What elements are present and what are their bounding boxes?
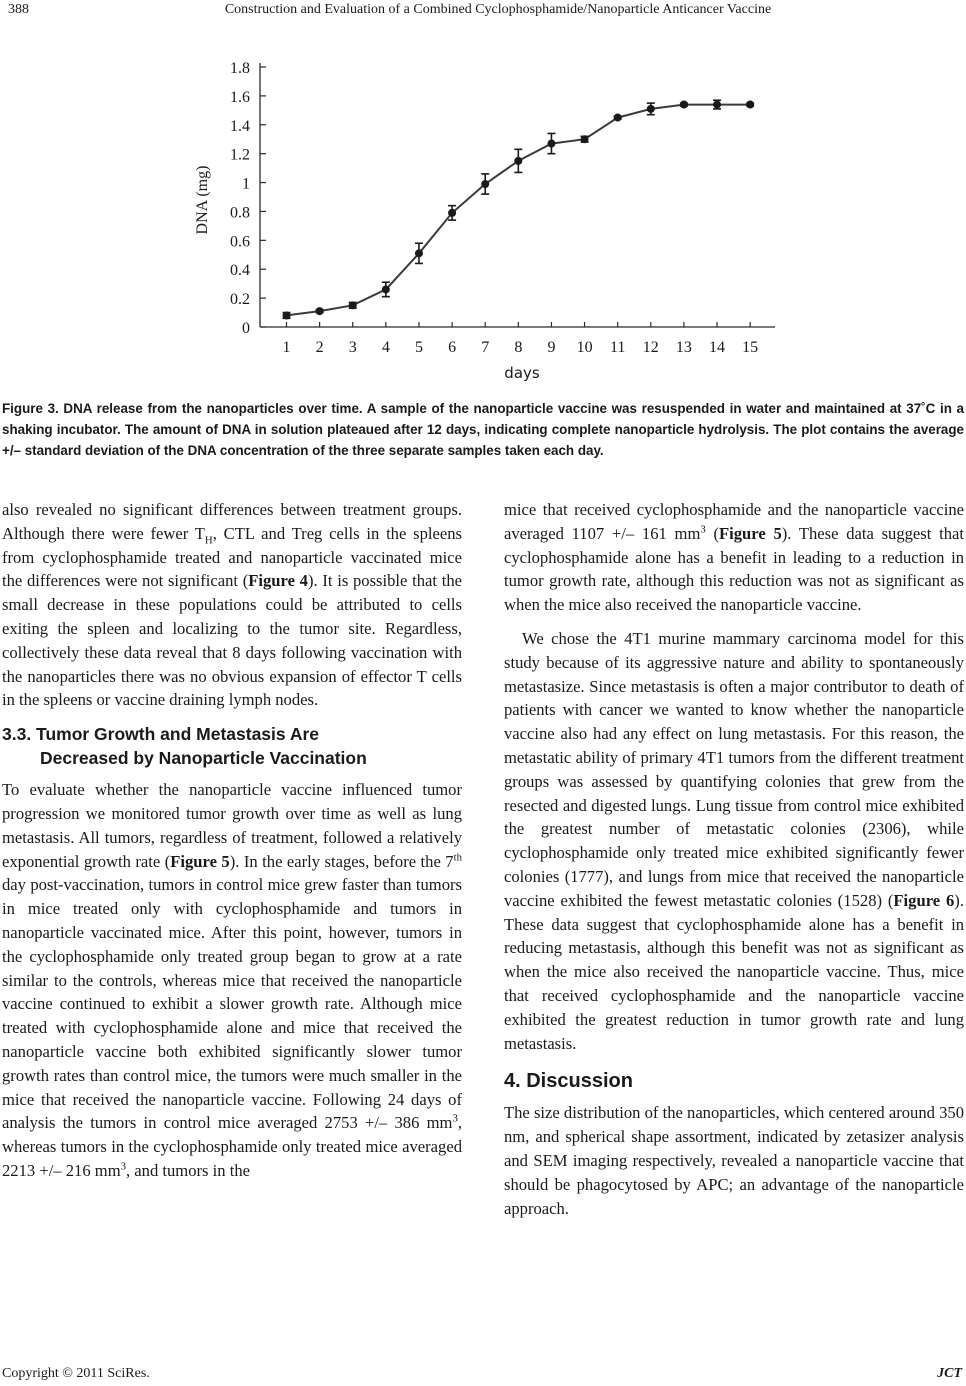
y-tick-label: 1.2: [230, 146, 250, 164]
figure-caption: Figure 3. DNA release from the nanoparticles over time. A sample of the nanoparticle vaccine was resuspended in water and maintained at 37˚C in a shaking incubator. The amount of DNA in solution plateaued after 12 days, indicating complete nanoparticle hydrolysis. The plot contains the average +/– standard deviation of the DNA concentration of the three separate samples taken each day.: [2, 401, 964, 458]
journal-abbrev: JCT: [937, 1366, 962, 1381]
data-point: [647, 105, 655, 113]
x-tick-label: 14: [709, 339, 726, 356]
y-tick-label: 1.8: [230, 60, 250, 77]
x-tick-label: 2: [315, 339, 324, 356]
data-point: [349, 301, 357, 309]
y-tick-label: 0: [242, 320, 250, 337]
right-column: [504, 498, 964, 1220]
paragraph: also revealed no significant differences between treatment groups. Although there were fewer $T_H$, CTL and Treg cells in the spleens from cyclophosphamide treated and nanoparticle vaccinated mice the differences were not significant (Figure 4). It is possible that the small decrease in these populations could be attributed to cells exiting the spleen and localizing to the tumor site. Regardless, collectively these data reveal that 8 days following vaccination with the nanoparticles there was no obvious expansion of effector T cells in the spleens or vaccine draining lymph nodes.: [2, 500, 462, 710]
data-point: [614, 114, 622, 122]
x-tick-label: 11: [609, 339, 626, 356]
x-tick-label: 4: [381, 339, 390, 356]
page-number: 388: [8, 2, 29, 17]
data-point: [316, 307, 324, 315]
y-tick-label: 0.4: [230, 262, 250, 280]
data-point: [680, 101, 688, 109]
y-tick-label: 1.4: [230, 117, 250, 135]
data-point: [481, 180, 489, 188]
x-tick-label: 15: [742, 339, 759, 356]
figure-reference: Figure 6: [893, 890, 955, 910]
x-tick-label: 7: [481, 339, 490, 356]
x-tick-label: 3: [348, 339, 357, 356]
y-tick-label: 0.6: [230, 233, 250, 251]
paragraph: To evaluate whether the nanoparticle vaccine influenced tumor progression we monitored tumor growth over time as well as lung metastasis. All tumors, regardless of treatment, followed a relatively exponential growth rate (Figure 5). In the early stages, before the 7th day post-vaccination, tumors in control mice grew faster than tumors in mice treated only with cyclophosphamide and tumors in nanoparticle vaccinated mice. After this point, however, tumors in the cyclophosphamide only treated group began to grow at a rate similar to the controls, whereas mice that received the nanoparticle vaccine continued to exhibit a slower growth rate. Although mice treated with cyclophosphamide alone and mice that received the nanoparticle vaccine both exhibited significantly slower tumor growth rates than control mice, the tumors were much smaller in the mice that received the nanoparticle vaccine. Following 24 days of analysis the tumors in control mice averaged 2753 +/– 386 $mm^3$, whereas tumors in the cyclophosphamide only treated mice averaged 2213 +/– 216 $mm^3$, and tumors in the: [2, 780, 462, 1180]
section-heading: 3.3. Tumor Growth and Metastasis Are Decreased by Nanoparticle Vaccination: [2, 724, 367, 769]
x-axis-label: days: [504, 364, 540, 382]
section-heading: 4. Discussion: [504, 1070, 633, 1093]
x-tick-label: 5: [414, 339, 423, 356]
x-tick-label: 1: [282, 339, 291, 356]
figure-reference: Figure 4: [248, 571, 308, 591]
x-tick-label: 10: [576, 339, 593, 356]
copyright: Copyright © 2011 SciRes.: [2, 1366, 150, 1381]
x-tick-label: 8: [514, 339, 523, 356]
dna-release-chart: [185, 52, 785, 387]
figure-reference: Figure 5: [719, 523, 782, 543]
paragraph: The size distribution of the nanoparticles, which centered around 350 nm, and spherical shape assortment, indicated by zetasizer analysis and SEM imaging respectively, revealed a nanoparticle vaccine that should be phagocytosed by APC; an advantage of the nanoparticle approach.: [504, 1103, 964, 1218]
y-tick-label: 0.2: [230, 291, 250, 309]
data-point: [415, 249, 423, 257]
x-tick-label: 13: [675, 339, 692, 356]
data-point: [514, 157, 522, 165]
left-column: [2, 498, 462, 1183]
x-tick-label: 6: [448, 339, 457, 356]
series-line: [287, 105, 751, 316]
y-tick-label: 1.6: [230, 88, 250, 106]
x-tick-label: 12: [642, 339, 659, 356]
data-point: [581, 135, 589, 143]
data-point: [746, 101, 754, 109]
data-point: [547, 140, 555, 148]
paragraph: We chose the 4T1 murine mammary carcinoma model for this study because of its aggressive nature and ability to spontaneously metastasize. Since metastasis is often a major contributor to death of patients with cancer we wanted to know whether the nanoparticle vaccine also had any effect on lung metastasis. For this reason, the metastatic ability of primary 4T1 tumors from the different treatment groups was assessed by quantifying colonies that grew from the resected and digested lungs. Lung tissue from control mice exhibited the greatest number of metastatic colonies (2306), while cyclophosphamide only treated mice exhibited significantly fewer colonies (1777), and lungs from mice that received the nanoparticle vaccine exhibited the fewest metastatic colonies (1528) (Figure 6). These data suggest that cyclophosphamide alone has a benefit in reducing metastasis, although this benefit was not as significant as when the mice also received the nanoparticle vaccine. Thus, mice that received cyclophosphamide and the nanoparticle vaccine exhibited the greatest reduction in tumor growth rate and lung metastasis.: [504, 628, 964, 1053]
y-axis-label: DNA (mg): [194, 165, 211, 235]
data-point: [448, 209, 456, 217]
paragraph: mice that received cyclophosphamide and the nanoparticle vaccine averaged 1107 +/– 161 $mm^3$ (Figure 5). These data suggest that cyclophosphamide alone has a benefit in leading to a reduction in tumor growth rate, although this reduction was not as significant as when the mice also received the nanoparticle vaccine.: [504, 500, 964, 615]
y-tick-label: 0.8: [230, 204, 250, 222]
running-title: Construction and Evaluation of a Combined Cyclophosphamide/Nanoparticle Anticancer Vaccine: [224, 2, 772, 17]
data-point: [713, 101, 721, 109]
x-tick-label: 9: [547, 339, 556, 356]
y-tick-label: 1: [242, 175, 250, 193]
data-point: [382, 285, 390, 293]
figure-reference: Figure 5: [170, 851, 230, 871]
data-point: [282, 311, 290, 319]
